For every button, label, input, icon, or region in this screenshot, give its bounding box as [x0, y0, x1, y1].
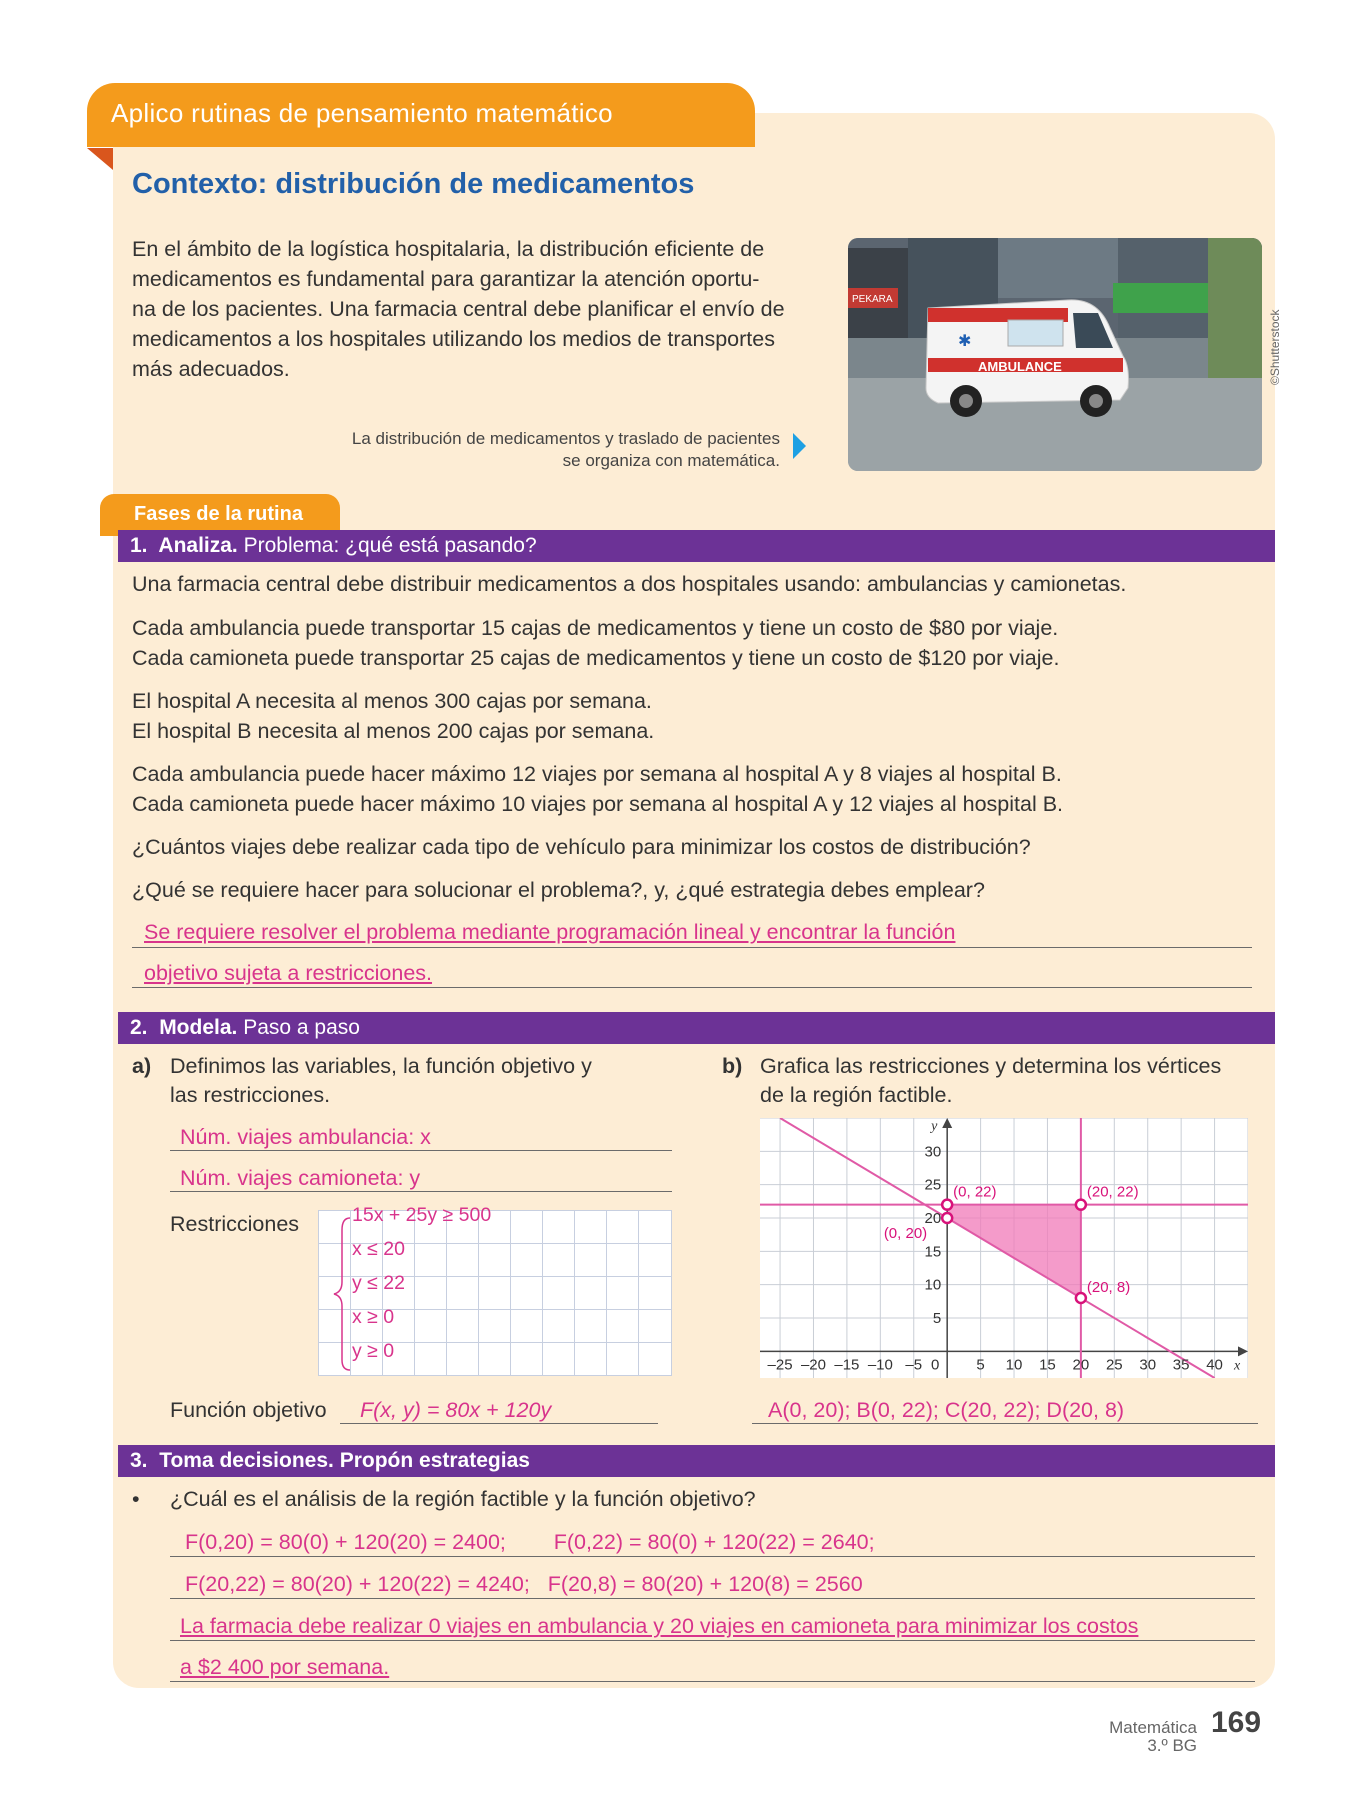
x-tick-label: 5 — [976, 1356, 985, 1374]
answer-line: Se requiere resolver el problema mediante programación lineal y encontrar la función — [144, 920, 956, 944]
answer-rule — [340, 1423, 658, 1424]
answer-rule — [170, 1556, 1255, 1557]
section2-title-bold: Modela. — [159, 1016, 238, 1039]
objective-label: Función objetivo — [170, 1398, 327, 1422]
answer-rule — [132, 947, 1252, 948]
x-tick-label: –25 — [767, 1356, 793, 1374]
x-axis-label: x — [1234, 1358, 1241, 1374]
photo-credit: ©Shutterstock — [1268, 309, 1282, 385]
part-b-text: Grafica las restricciones y determina los vértices — [760, 1054, 1222, 1078]
section3-title-rest: Propón estrategias — [339, 1449, 530, 1472]
problem-line: Cada ambulancia puede hacer máximo 12 viajes por semana al hospital A y 8 viajes al hospital B. — [132, 762, 1062, 786]
x-tick-label: 20 — [1072, 1356, 1090, 1374]
chart-svg — [760, 1118, 1248, 1378]
banner-fold — [87, 148, 113, 170]
answer-rule — [170, 1150, 672, 1151]
problem-line: El hospital B necesita al menos 200 cajas por semana. — [132, 719, 655, 743]
section1-title-rest: Problema: ¿qué está pasando? — [243, 534, 537, 557]
banner — [87, 83, 755, 147]
x-tick-label: 40 — [1206, 1356, 1223, 1374]
section3-title-bold: Toma decisiones. — [159, 1449, 334, 1472]
calc-line: F(20,22) = 80(20) + 120(22) = 4240; F(20,8) = 80(20) + 120(8) = 2560 — [185, 1572, 863, 1596]
x-tick-label: –5 — [905, 1356, 923, 1374]
bullet: • — [132, 1487, 140, 1511]
feasible-region-chart — [760, 1118, 1248, 1378]
shop-sign: PEKARA — [852, 294, 893, 305]
x-tick-label: –10 — [867, 1356, 893, 1374]
conclusion-line: a $2 400 por semana. — [180, 1655, 390, 1679]
vertex-point — [1076, 1200, 1086, 1210]
part-a-text: Definimos las variables, la función objetivo y — [170, 1054, 592, 1078]
intro-line: na de los pacientes. Una farmacia central debe planificar el envío de — [132, 297, 785, 321]
context-title: Contexto: distribución de medicamentos — [132, 168, 695, 200]
restriction-2: x ≤ 20 — [352, 1238, 405, 1260]
restriction-5: y ≥ 0 — [352, 1340, 395, 1362]
x-tick-label: 0 — [931, 1356, 940, 1374]
part-b-label: b) — [722, 1054, 743, 1078]
ambulance-illustration — [848, 238, 1262, 471]
analysis-question: ¿Cuál es el análisis de la región factible y la función objetivo? — [170, 1487, 756, 1511]
vertex-label: (0, 22) — [953, 1183, 997, 1201]
restriction-3: y ≤ 22 — [352, 1272, 405, 1294]
restriction-1: 15x + 25y ≥ 500 — [352, 1204, 492, 1226]
answer-rule — [170, 1681, 1255, 1682]
section2-num: 2. — [130, 1016, 148, 1039]
page-number: 169 — [1211, 1706, 1262, 1739]
x-tick-label: –15 — [834, 1356, 860, 1374]
x-tick-label: 15 — [1039, 1356, 1056, 1374]
intro-line: medicamentos es fundamental para garantizar la atención oportu- — [132, 267, 760, 291]
problem-line: ¿Cuántos viajes debe realizar cada tipo de vehículo para minimizar los costos de distribución? — [132, 835, 1031, 859]
vertex-label: (0, 20) — [883, 1225, 928, 1242]
ambulance-photo — [848, 238, 1262, 471]
vertex-label: (20, 22) — [1086, 1183, 1139, 1201]
variable-y: Núm. viajes camioneta: y — [180, 1166, 421, 1190]
footer-grade: 3.º BG — [1147, 1736, 1197, 1755]
y-tick-label: 30 — [924, 1143, 942, 1161]
section1-title-bold: Analiza. — [158, 534, 238, 557]
x-tick-label: 25 — [1105, 1356, 1123, 1374]
photo-caption — [250, 428, 780, 472]
x-tick-label: 10 — [1005, 1356, 1023, 1374]
vertex-point — [942, 1200, 952, 1210]
vertex-point — [942, 1213, 952, 1223]
problem-line: ¿Qué se requiere hacer para solucionar el problema?, y, ¿qué estrategia debes emplear? — [132, 878, 985, 902]
y-tick-label: 5 — [932, 1310, 942, 1327]
intro-line: más adecuados. — [132, 357, 290, 381]
section3-header — [118, 1445, 1275, 1477]
caption-line: La distribución de medicamentos y traslado de pacientes — [351, 429, 780, 448]
y-tick-label: 15 — [924, 1243, 942, 1261]
part-b-text: de la región factible. — [760, 1083, 953, 1107]
footer-subject-name: Matemática — [1109, 1718, 1197, 1737]
vertex-label: (20, 8) — [1086, 1279, 1131, 1296]
banner-title: Aplico rutinas de pensamiento matemático — [111, 98, 613, 128]
section1-header — [118, 530, 1275, 562]
y-axis-label: y — [931, 1119, 938, 1134]
section1-num: 1. — [130, 534, 148, 557]
x-tick-label: –20 — [800, 1356, 826, 1374]
vertices-answer: A(0, 20); B(0, 22); C(20, 22); D(20, 8) — [768, 1398, 1125, 1422]
y-tick-label: 10 — [924, 1276, 942, 1294]
part-a-label: a) — [132, 1054, 152, 1078]
section2-header — [118, 1012, 1275, 1044]
vertex-point — [1076, 1293, 1086, 1303]
variable-x: Núm. viajes ambulancia: x — [180, 1125, 431, 1149]
svg-text:✱: ✱ — [958, 331, 972, 350]
answer-rule — [170, 1598, 1255, 1599]
problem-line: Cada camioneta puede transportar 25 cajas de medicamentos y tiene un costo de $120 por viaje. — [132, 646, 1060, 670]
problem-line: Cada camioneta puede hacer máximo 10 viajes por semana al hospital A y 12 viajes al hospital B. — [132, 792, 1064, 816]
conclusion-line: La farmacia debe realizar 0 viajes en ambulancia y 20 viajes en camioneta para minimizar los costos — [180, 1614, 1139, 1638]
footer-subject — [1040, 1719, 1197, 1755]
answer-line: objetivo sujeta a restricciones. — [144, 961, 433, 985]
section3-num: 3. — [130, 1449, 148, 1472]
intro-line: medicamentos a los hospitales utilizando los medios de transportes — [132, 327, 775, 351]
y-tick-label: 20 — [924, 1210, 942, 1227]
objective-function: F(x, y) = 80x + 120y — [360, 1398, 552, 1422]
ambulance-sign: AMBULANCE — [978, 359, 1062, 374]
y-tick-label: 25 — [924, 1176, 942, 1194]
caption-arrow-icon — [793, 433, 806, 459]
intro-line: En el ámbito de la logística hospitalaria, la distribución eficiente de — [132, 237, 765, 261]
fases-label: Fases de la rutina — [134, 503, 303, 525]
problem-line: Una farmacia central debe distribuir medicamentos a dos hospitales usando: ambulancias y camionetas. — [132, 572, 1127, 596]
answer-rule — [170, 1640, 1255, 1641]
section2-title-rest: Paso a paso — [243, 1016, 360, 1039]
x-tick-label: 30 — [1139, 1356, 1157, 1374]
answer-rule — [752, 1423, 1258, 1424]
problem-line: El hospital A necesita al menos 300 cajas por semana. — [132, 689, 652, 713]
part-a-text: las restricciones. — [170, 1083, 331, 1107]
problem-line: Cada ambulancia puede transportar 15 cajas de medicamentos y tiene un costo de $80 por viaje. — [132, 616, 1059, 640]
intro-paragraph — [132, 234, 812, 384]
answer-rule — [170, 1191, 672, 1192]
calc-line: F(0,20) = 80(0) + 120(20) = 2400; F(0,22) = 80(0) + 120(22) = 2640; — [185, 1530, 875, 1554]
x-tick-label: 35 — [1172, 1356, 1190, 1374]
restrictions-label: Restricciones — [170, 1212, 300, 1236]
answer-rule — [132, 987, 1252, 988]
restriction-4: x ≥ 0 — [352, 1306, 395, 1328]
caption-line: se organiza con matemática. — [562, 451, 780, 470]
